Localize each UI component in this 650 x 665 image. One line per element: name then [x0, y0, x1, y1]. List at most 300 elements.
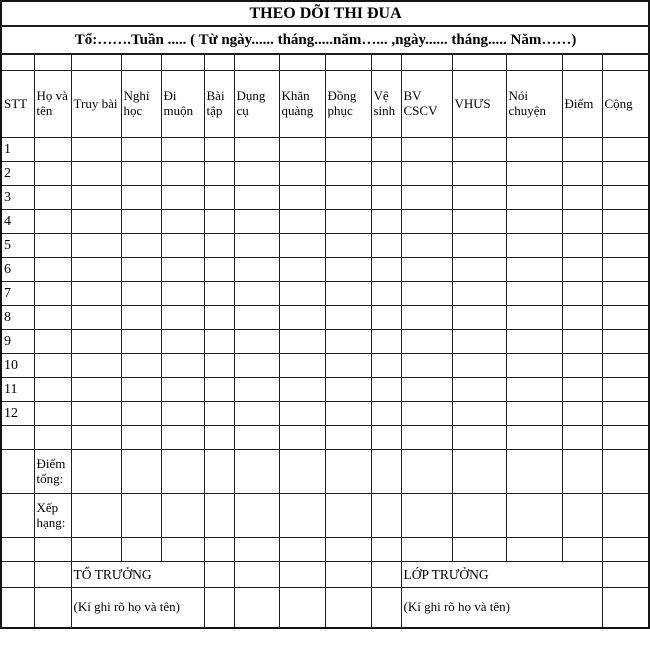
empty-cell [121, 402, 161, 426]
empty-cell [71, 426, 121, 450]
empty-cell [401, 138, 452, 162]
empty-cell [279, 234, 325, 258]
empty-cell [161, 138, 204, 162]
empty-cell [371, 138, 401, 162]
empty-cell [71, 494, 121, 538]
empty-cell [371, 562, 401, 588]
empty-cell [204, 450, 234, 494]
table-row [1, 402, 649, 426]
empty-cell [121, 186, 161, 210]
empty-cell [325, 378, 371, 402]
empty-cell [279, 378, 325, 402]
empty-cell [562, 378, 602, 402]
empty-cell [234, 306, 279, 330]
row-number: 6 [1, 258, 34, 282]
empty-cell [401, 402, 452, 426]
empty-cell [234, 210, 279, 234]
empty-cell [161, 258, 204, 282]
empty-cell [602, 330, 649, 354]
empty-cell [325, 588, 371, 629]
empty-cell [234, 538, 279, 562]
row-number: 5 [1, 234, 34, 258]
empty-cell [506, 426, 562, 450]
empty-cell [371, 538, 401, 562]
column-header: Dụng cụ [234, 71, 279, 138]
table-row [1, 354, 649, 378]
empty-cell [161, 330, 204, 354]
empty-cell [161, 378, 204, 402]
empty-cell [452, 306, 506, 330]
empty-cell [325, 234, 371, 258]
empty-cell [279, 330, 325, 354]
row-number: 7 [1, 282, 34, 306]
empty-cell [34, 562, 71, 588]
column-header: Bài tập [204, 71, 234, 138]
empty-cell [34, 426, 71, 450]
empty-cell [562, 306, 602, 330]
empty-cell [602, 354, 649, 378]
empty-cell [71, 258, 121, 282]
column-header: Cộng [602, 71, 649, 138]
row-number: 4 [1, 210, 34, 234]
empty-cell [562, 258, 602, 282]
empty-cell [34, 306, 71, 330]
empty-cell [452, 210, 506, 234]
empty-cell [121, 354, 161, 378]
empty-cell [279, 426, 325, 450]
empty-cell [562, 162, 602, 186]
empty-cell [71, 402, 121, 426]
empty-cell [234, 378, 279, 402]
empty-cell [34, 138, 71, 162]
empty-cell [161, 426, 204, 450]
empty-cell [204, 258, 234, 282]
empty-cell [371, 54, 401, 71]
spacer-row [1, 54, 649, 71]
empty-cell [401, 234, 452, 258]
empty-cell [1, 494, 34, 538]
empty-cell [204, 402, 234, 426]
empty-cell [34, 258, 71, 282]
empty-cell [121, 282, 161, 306]
spacer-row [1, 426, 649, 450]
empty-cell [452, 162, 506, 186]
empty-cell [401, 538, 452, 562]
empty-cell [401, 494, 452, 538]
empty-cell [325, 494, 371, 538]
signature-title-row [1, 562, 649, 588]
empty-cell [325, 54, 371, 71]
empty-cell [204, 282, 234, 306]
empty-cell [602, 378, 649, 402]
empty-cell [1, 562, 34, 588]
empty-cell [204, 306, 234, 330]
empty-cell [234, 234, 279, 258]
row-number: 1 [1, 138, 34, 162]
empty-cell [279, 402, 325, 426]
empty-cell [204, 186, 234, 210]
empty-cell [506, 306, 562, 330]
empty-cell [234, 54, 279, 71]
empty-cell [371, 162, 401, 186]
column-header: Đi muộn [161, 71, 204, 138]
empty-cell [371, 426, 401, 450]
empty-cell [371, 378, 401, 402]
empty-cell [1, 450, 34, 494]
empty-cell [121, 426, 161, 450]
empty-cell [602, 138, 649, 162]
empty-cell [325, 162, 371, 186]
ranking-label: Xếp hạng: [34, 494, 71, 538]
empty-cell [371, 282, 401, 306]
empty-cell [234, 138, 279, 162]
empty-cell [452, 282, 506, 306]
empty-cell [371, 234, 401, 258]
empty-cell [279, 494, 325, 538]
empty-cell [1, 426, 34, 450]
row-number: 8 [1, 306, 34, 330]
empty-cell [71, 162, 121, 186]
empty-cell [506, 234, 562, 258]
empty-cell [279, 354, 325, 378]
empty-cell [401, 186, 452, 210]
empty-cell [506, 186, 562, 210]
empty-cell [71, 378, 121, 402]
column-header: Nói chuyện [506, 71, 562, 138]
empty-cell [34, 538, 71, 562]
empty-cell [602, 562, 649, 588]
empty-cell [121, 210, 161, 234]
column-header: Nghỉ học [121, 71, 161, 138]
empty-cell [602, 54, 649, 71]
empty-cell [325, 282, 371, 306]
empty-cell [602, 282, 649, 306]
empty-cell [602, 162, 649, 186]
empty-cell [34, 354, 71, 378]
empty-cell [121, 234, 161, 258]
empty-cell [452, 330, 506, 354]
empty-cell [279, 186, 325, 210]
empty-cell [234, 450, 279, 494]
empty-cell [234, 402, 279, 426]
ranking-row [1, 494, 649, 538]
empty-cell [562, 186, 602, 210]
empty-cell [401, 162, 452, 186]
empty-cell [562, 210, 602, 234]
table-row [1, 186, 649, 210]
empty-cell [71, 330, 121, 354]
column-header: Khăn quàng [279, 71, 325, 138]
empty-cell [71, 306, 121, 330]
empty-cell [452, 494, 506, 538]
empty-cell [562, 54, 602, 71]
empty-cell [234, 494, 279, 538]
empty-cell [161, 306, 204, 330]
empty-cell [506, 538, 562, 562]
row-number: 3 [1, 186, 34, 210]
empty-cell [234, 588, 279, 629]
table-row [1, 162, 649, 186]
row-number: 10 [1, 354, 34, 378]
empty-cell [452, 450, 506, 494]
empty-cell [325, 562, 371, 588]
empty-cell [371, 258, 401, 282]
empty-cell [325, 210, 371, 234]
empty-cell [1, 538, 34, 562]
table-row [1, 258, 649, 282]
empty-cell [121, 450, 161, 494]
empty-cell [121, 258, 161, 282]
empty-cell [602, 588, 649, 629]
title-row [1, 1, 649, 26]
empty-cell [506, 54, 562, 71]
empty-cell [234, 330, 279, 354]
empty-cell [34, 402, 71, 426]
empty-cell [1, 588, 34, 629]
empty-cell [279, 562, 325, 588]
table-row [1, 234, 649, 258]
empty-cell [204, 210, 234, 234]
empty-cell [401, 426, 452, 450]
empty-cell [161, 450, 204, 494]
empty-cell [161, 282, 204, 306]
empty-cell [204, 234, 234, 258]
empty-cell [161, 54, 204, 71]
empty-cell [34, 378, 71, 402]
empty-cell [506, 378, 562, 402]
empty-cell [71, 354, 121, 378]
empty-cell [401, 282, 452, 306]
empty-cell [279, 138, 325, 162]
empty-cell [602, 426, 649, 450]
empty-cell [71, 282, 121, 306]
empty-cell [1, 54, 34, 71]
empty-cell [204, 426, 234, 450]
empty-cell [562, 234, 602, 258]
class-leader-sign-note: (Kí ghi rõ họ và tên) [401, 588, 602, 629]
empty-cell [506, 138, 562, 162]
empty-cell [325, 402, 371, 426]
empty-cell [71, 186, 121, 210]
empty-cell [325, 138, 371, 162]
empty-cell [204, 538, 234, 562]
empty-cell [279, 162, 325, 186]
empty-cell [71, 450, 121, 494]
empty-cell [204, 494, 234, 538]
empty-cell [371, 330, 401, 354]
empty-cell [562, 450, 602, 494]
empty-cell [452, 138, 506, 162]
empty-cell [34, 588, 71, 629]
empty-cell [602, 402, 649, 426]
column-header: Vệ sinh [371, 71, 401, 138]
empty-cell [121, 330, 161, 354]
empty-cell [234, 426, 279, 450]
empty-cell [204, 588, 234, 629]
empty-cell [562, 138, 602, 162]
empty-cell [204, 162, 234, 186]
empty-cell [204, 562, 234, 588]
empty-cell [34, 54, 71, 71]
empty-cell [204, 354, 234, 378]
empty-cell [452, 402, 506, 426]
row-number: 12 [1, 402, 34, 426]
empty-cell [401, 306, 452, 330]
empty-cell [325, 426, 371, 450]
empty-cell [279, 450, 325, 494]
total-score-row [1, 450, 649, 494]
empty-cell [71, 538, 121, 562]
empty-cell [562, 426, 602, 450]
empty-cell [71, 138, 121, 162]
empty-cell [602, 494, 649, 538]
empty-cell [562, 494, 602, 538]
empty-cell [506, 494, 562, 538]
empty-cell [325, 258, 371, 282]
empty-cell [506, 354, 562, 378]
empty-cell [279, 538, 325, 562]
empty-cell [121, 538, 161, 562]
empty-cell [452, 186, 506, 210]
column-header: BV CSCV [401, 71, 452, 138]
empty-cell [279, 306, 325, 330]
empty-cell [452, 354, 506, 378]
group-leader-title: TỔ TRƯỞNG [71, 562, 204, 588]
empty-cell [161, 162, 204, 186]
period-line: Tổ:…….Tuần ..... ( Từ ngày...... tháng.....năm…... ,ngày...... tháng..... Năm……) [1, 26, 649, 54]
empty-cell [602, 210, 649, 234]
column-header: Họ và tên [34, 71, 71, 138]
empty-cell [34, 210, 71, 234]
empty-cell [401, 450, 452, 494]
empty-cell [161, 494, 204, 538]
empty-cell [401, 54, 452, 71]
group-leader-sign-note: (Kí ghi rõ họ và tên) [71, 588, 204, 629]
empty-cell [234, 354, 279, 378]
table-row [1, 210, 649, 234]
empty-cell [325, 330, 371, 354]
empty-cell [562, 354, 602, 378]
empty-cell [371, 588, 401, 629]
empty-cell [602, 306, 649, 330]
empty-cell [506, 282, 562, 306]
empty-cell [121, 54, 161, 71]
empty-cell [602, 234, 649, 258]
empty-cell [506, 330, 562, 354]
empty-cell [401, 330, 452, 354]
empty-cell [371, 354, 401, 378]
empty-cell [161, 354, 204, 378]
row-number: 11 [1, 378, 34, 402]
empty-cell [204, 54, 234, 71]
table-row [1, 282, 649, 306]
empty-cell [234, 186, 279, 210]
empty-cell [371, 494, 401, 538]
empty-cell [562, 282, 602, 306]
period-row [1, 26, 649, 54]
empty-cell [279, 258, 325, 282]
empty-cell [121, 494, 161, 538]
table-title: THEO DÕI THI ĐUA [1, 1, 649, 26]
empty-cell [325, 354, 371, 378]
empty-cell [506, 402, 562, 426]
empty-cell [34, 234, 71, 258]
column-header: Đồng phục [325, 71, 371, 138]
empty-cell [371, 402, 401, 426]
empty-cell [34, 282, 71, 306]
empty-cell [562, 402, 602, 426]
empty-cell [401, 210, 452, 234]
empty-cell [121, 306, 161, 330]
empty-cell [452, 378, 506, 402]
total-score-label: Điểm tổng: [34, 450, 71, 494]
empty-cell [325, 538, 371, 562]
empty-cell [325, 306, 371, 330]
empty-cell [452, 426, 506, 450]
signature-note-row [1, 588, 649, 629]
empty-cell [279, 54, 325, 71]
empty-cell [562, 330, 602, 354]
table-row [1, 138, 649, 162]
empty-cell [71, 210, 121, 234]
empty-cell [71, 234, 121, 258]
empty-cell [562, 538, 602, 562]
empty-cell [452, 54, 506, 71]
empty-cell [34, 186, 71, 210]
empty-cell [161, 402, 204, 426]
empty-cell [234, 162, 279, 186]
empty-cell [204, 138, 234, 162]
empty-cell [602, 450, 649, 494]
empty-cell [279, 210, 325, 234]
empty-cell [452, 258, 506, 282]
empty-cell [401, 378, 452, 402]
empty-cell [452, 234, 506, 258]
empty-cell [121, 378, 161, 402]
empty-cell [161, 210, 204, 234]
empty-cell [71, 54, 121, 71]
empty-cell [234, 258, 279, 282]
column-header: Điểm [562, 71, 602, 138]
table-row [1, 306, 649, 330]
empty-cell [452, 538, 506, 562]
empty-cell [234, 562, 279, 588]
class-leader-title: LỚP TRƯỞNG [401, 562, 602, 588]
empty-cell [401, 258, 452, 282]
empty-cell [371, 186, 401, 210]
row-number: 9 [1, 330, 34, 354]
empty-cell [34, 330, 71, 354]
empty-cell [401, 354, 452, 378]
empty-cell [325, 186, 371, 210]
empty-cell [204, 330, 234, 354]
empty-cell [161, 186, 204, 210]
table-row [1, 378, 649, 402]
empty-cell [602, 538, 649, 562]
empty-cell [371, 450, 401, 494]
empty-cell [371, 210, 401, 234]
empty-cell [121, 138, 161, 162]
empty-cell [34, 162, 71, 186]
empty-cell [506, 162, 562, 186]
empty-cell [204, 378, 234, 402]
column-header: Truy bài [71, 71, 121, 138]
empty-cell [506, 258, 562, 282]
empty-cell [506, 210, 562, 234]
row-number: 2 [1, 162, 34, 186]
empty-cell [234, 282, 279, 306]
column-header: STT [1, 71, 34, 138]
